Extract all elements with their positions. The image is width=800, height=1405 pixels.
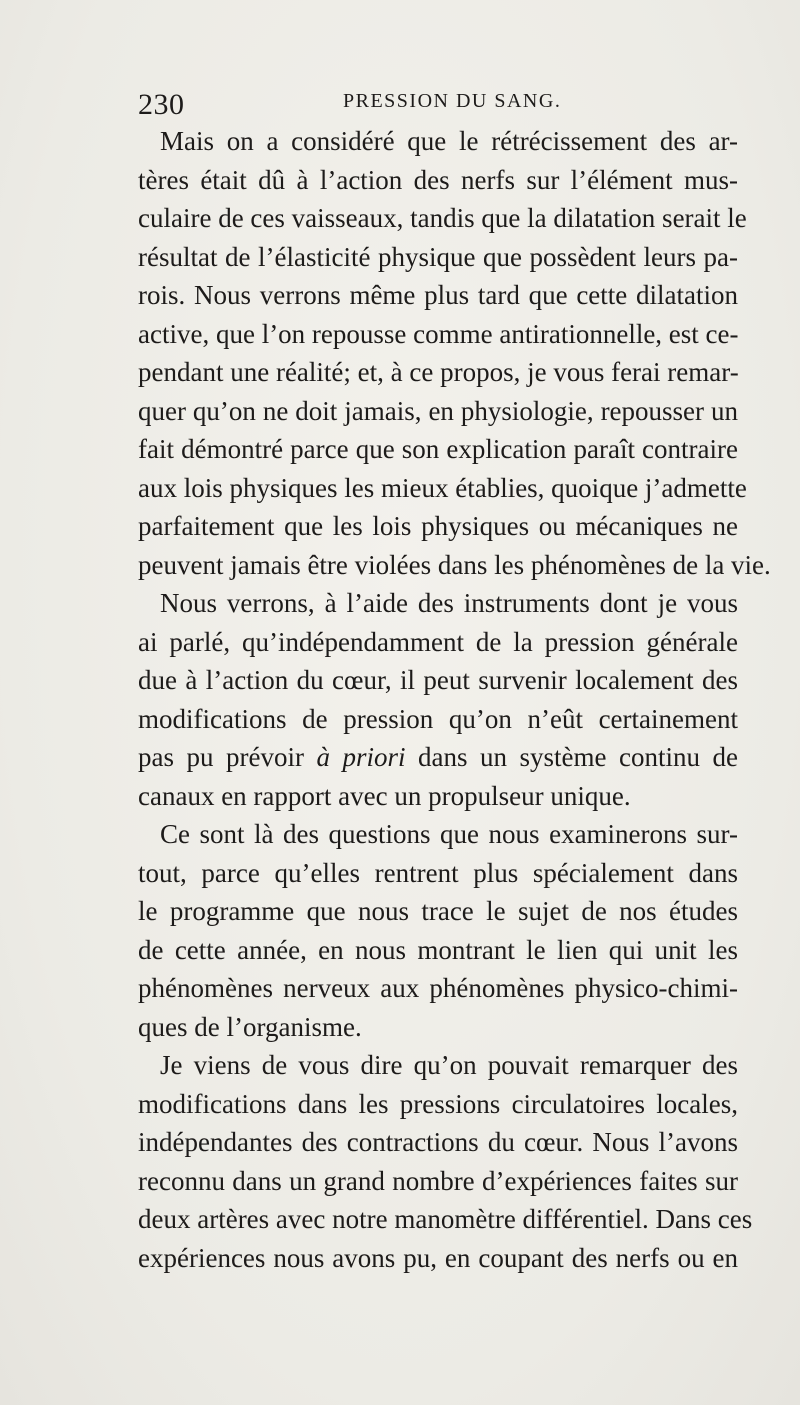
text-line: pendant une réalité; et, à ce propos, je vous ferai remar- [138,357,739,387]
text-line: phénomènes nerveux aux phénomènes physico-chimi- [138,973,738,1003]
text-line: Mais on a considéré que le rétrécissement des ar- [160,126,738,156]
page-number: 230 [138,88,185,121]
text-line: active, que l’on repousse comme antirationnelle, est ce- [138,318,739,349]
text-line: le programme que nous trace le sujet de nos études [138,896,738,926]
text-line: due à l’action du cœur, il peut survenir localement des [138,665,738,695]
text-line: de cette année, en nous montrant le lien qui unit les [138,934,738,965]
text-line: deux artères avec notre manomètre différentiel. Dans ces [138,1204,753,1234]
text-line: Ce sont là des questions que nous examinerons sur- [160,819,738,849]
text-line: Je viens de vous dire qu’on pouvait remarquer des [160,1050,738,1080]
text-line: fait démontré parce que son explication paraît contraire [138,434,738,464]
text-line: tères était dû à l’action des nerfs sur l’élément mus- [138,164,738,195]
italic-phrase: à priori [316,742,406,772]
text-line: indépendantes des contractions du cœur. Nous l’avons [138,1127,738,1157]
text-line-with-italic [138,738,738,777]
text-line: modifications de pression qu’on n’eût certainement [138,703,738,734]
text-line: Nous verrons, à l’aide des instruments dont je vous [160,588,738,618]
body-text [138,122,771,1277]
text-line: reconnu dans un grand nombre d’expériences faites sur [138,1165,738,1196]
text-segment: pas pu prévoir [138,742,317,772]
text-line: parfaitement que les lois physiques ou mécaniques ne [138,511,738,541]
page-header [138,82,643,122]
text-line: aux lois physiques les mieux établies, quoique j’admette [138,472,747,503]
text-line: canaux en rapport avec un propulseur unique. [138,780,631,811]
text-line: expériences nous avons pu, en coupant des nerfs ou en [138,1242,738,1273]
text-line: modifications dans les pressions circulatoires locales, [138,1088,738,1119]
text-line: tout, parce qu’elles rentrent plus spécialement dans [138,857,738,888]
text-segment: dans un système continu de [405,742,738,772]
text-line: ai parlé, qu’indépendamment de la pression générale [138,626,738,657]
text-line: rois. Nous verrons même plus tard que cette dilatation [138,280,738,310]
running-title: PRESSION DU SANG. [343,90,562,112]
text-line: peuvent jamais être violées dans les phénomènes de la vie. [138,549,771,580]
text-line: quer qu’on ne doit jamais, en physiologie, repousser un [138,395,738,426]
text-line: résultat de l’élasticité physique que possèdent leurs pa- [138,241,738,272]
text-line: culaire de ces vaisseaux, tandis que la dilatation serait le [138,203,747,233]
text-line: ques de l’organisme. [138,1011,362,1042]
